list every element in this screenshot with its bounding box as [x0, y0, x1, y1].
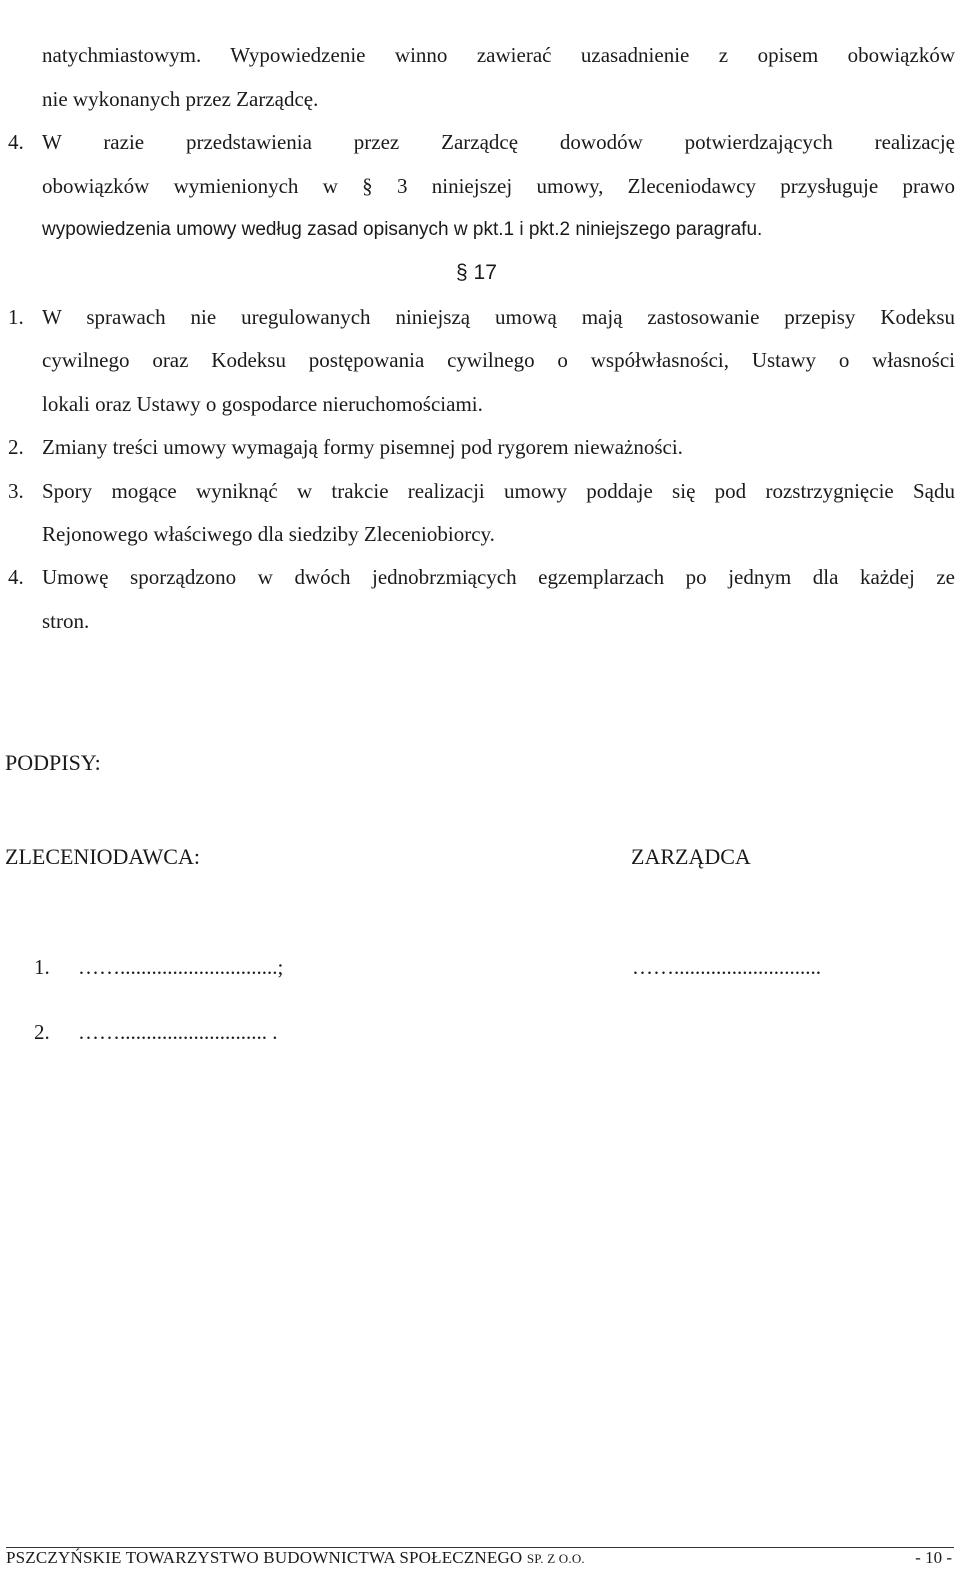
- item-number: 3.: [8, 479, 24, 503]
- paragraph-line: Zmiany treści umowy wymagają formy pisemnej pod rygorem nieważności.: [42, 435, 683, 459]
- signature-dots: ……............................: [632, 955, 821, 979]
- paragraph-line: nie wykonanych przez Zarządcę.: [42, 87, 319, 111]
- paragraph-line: W razie przedstawienia przez Zarządcę dowodów potwierdzających realizację: [42, 130, 955, 154]
- paragraph-line: lokali oraz Ustawy o gospodarce nieruchomościami.: [42, 392, 483, 416]
- signature-line-number: 1.: [34, 955, 50, 979]
- paragraph-line: cywilnego oraz Kodeksu postępowania cywilnego o współwłasności, Ustawy o własności: [42, 348, 955, 372]
- paragraph-line: stron.: [42, 609, 90, 633]
- signature-dots: ……............................ .: [78, 1020, 278, 1044]
- paragraph-line: W sprawach nie uregulowanych niniejszą umową mają zastosowanie przepisy Kodeksu: [42, 305, 955, 329]
- section-heading: § 17: [456, 261, 497, 284]
- page-number: - 10 -: [915, 1548, 952, 1567]
- paragraph-line: Umowę sporządzono w dwóch jednobrzmiących egzemplarzach po jednym dla każdej ze: [42, 565, 955, 589]
- paragraph-line: Spory mogące wyniknąć w trakcie realizacji umowy poddaje się pod rozstrzygnięcie Sądu: [42, 479, 955, 503]
- item-number: 4.: [8, 565, 24, 589]
- paragraph-line: obowiązków wymienionych w § 3 niniejszej umowy, Zleceniodawcy przysługuje prawo: [42, 174, 955, 198]
- signatures-heading: PODPISY:: [5, 750, 101, 775]
- footer-company: [6, 1548, 585, 1569]
- item-number: 4.: [8, 130, 24, 154]
- signature-line-number: 2.: [34, 1020, 50, 1044]
- item-number: 1.: [8, 305, 24, 329]
- footer-company-name: PSZCZYŃSKIE TOWARZYSTWO BUDOWNICTWA SPOŁECZNEGO: [6, 1548, 523, 1567]
- manager-signature-label: ZARZĄDCA: [631, 844, 751, 869]
- item-number: 2.: [8, 435, 24, 459]
- footer-company-suffix: SP. Z O.O.: [526, 1551, 585, 1566]
- paragraph-line: Rejonowego właściwego dla siedziby Zleceniobiorcy.: [42, 522, 495, 546]
- paragraph-line: natychmiastowym. Wypowiedzenie winno zawierać uzasadnienie z opisem obowiązków: [42, 43, 955, 67]
- paragraph-line: wypowiedzenia umowy według zasad opisanych w pkt.1 i pkt.2 niniejszego paragrafu.: [42, 219, 763, 240]
- client-signature-label: ZLECENIODAWCA:: [5, 844, 200, 869]
- signature-dots: ……..............................;: [78, 955, 284, 979]
